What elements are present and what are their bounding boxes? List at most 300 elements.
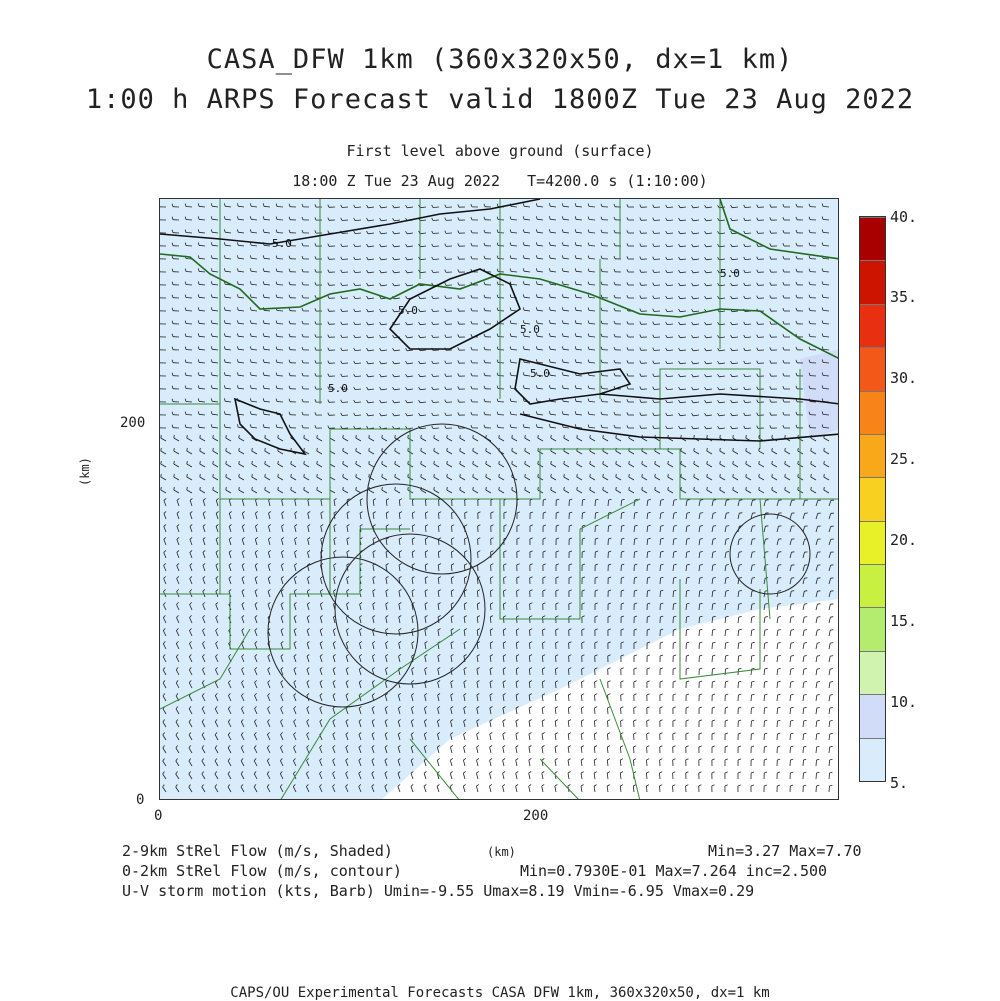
wind-barb-flag [278,461,279,464]
wind-barb [277,298,283,299]
wind-barb-flag [226,461,227,464]
wind-barb-flag [772,461,773,464]
wind-barb-flag [603,487,604,490]
wind-barb-flag [551,474,552,477]
wind-barb-flag [733,435,734,438]
wind-barb [829,786,830,792]
colorbar-block [860,260,885,303]
wind-barb-flag [213,461,214,464]
wind-barb [433,324,439,325]
wind-barb-flag [473,474,474,477]
wind-barb [277,389,283,390]
wind-barb-flag [577,461,578,464]
colorbar-block [860,347,885,390]
footer-line2-left: 0-2km StRel Flow (m/s, contour) [122,862,402,880]
wind-barb-flag [499,461,500,464]
wind-barb [712,643,713,649]
wind-barb-flag [590,435,591,438]
colorbar-label: 40. [890,208,917,226]
wind-barb [186,415,192,416]
wind-barb-flag [759,487,760,490]
wind-barb-flag [668,474,669,477]
wind-barb-flag [265,448,266,451]
wind-barb-flag [486,487,487,490]
wind-barb-flag [707,461,708,464]
wind-barb-flag [551,487,552,490]
colorbar-block [860,521,885,564]
wind-barb [803,760,804,766]
wind-barb-flag [720,474,721,477]
wind-barb [277,363,283,364]
wind-barb-flag [213,487,214,490]
wind-barb-flag [765,539,768,540]
colorbar-label: 5. [890,774,908,792]
wind-barb [186,350,192,351]
wind-barb-flag [616,435,617,438]
wind-barb-flag [538,487,539,490]
wind-barb [647,565,648,571]
wind-barb-flag [226,448,227,451]
wind-barb-flag [369,461,370,464]
map-plot-area[interactable] [159,198,839,800]
wind-barb [277,272,283,273]
wind-barb [543,630,544,636]
wind-barb-flag [707,487,708,490]
wind-barb-flag [512,448,513,451]
wind-barb-flag [447,487,448,490]
plot-title-line1: CASA_DFW 1km (360x320x50, dx=1 km) [0,44,1000,75]
footer-line3: U-V storm motion (kts, Barb) Umin=-9.55 Umax=8.19 Vmin=-6.95 Vmax=0.29 [122,882,754,900]
wind-barb [342,428,348,429]
wind-barb-flag [317,435,318,438]
wind-barb-flag [759,448,760,451]
wind-barb [277,324,283,325]
wind-barb-flag [265,487,266,490]
wind-barb-flag [538,474,539,477]
wind-barb-flag [356,461,357,464]
wind-barb-flag [629,474,630,477]
wind-barb [498,363,504,364]
plot-title-line2: 1:00 h ARPS Forecast valid 1800Z Tue 23 Aug 2022 [0,84,1000,115]
wind-barb-flag [434,435,435,438]
plot-subtitle-line1: First level above ground (surface) [0,142,1000,160]
wind-barb-flag [694,474,695,477]
wind-barb [517,604,518,610]
wind-barb [498,350,504,351]
wind-barb-flag [590,474,591,477]
wind-barb-flag [830,617,833,618]
wind-barb-flag [382,448,383,451]
wind-barb-flag [694,487,695,490]
wind-barb-flag [421,474,422,477]
wind-barb [790,734,791,740]
wind-barb-flag [694,461,695,464]
wind-barb-flag [395,474,396,477]
wind-barb-flag [824,474,825,477]
wind-barb-flag [343,448,344,451]
wind-barb [186,337,192,338]
wind-barb-flag [551,435,552,438]
wind-barb [342,246,348,247]
wind-barb-flag [681,461,682,464]
wind-barb [654,298,660,299]
wind-barb-flag [694,435,695,438]
wind-barb [465,539,466,545]
wind-barb [725,656,726,662]
wind-barb-flag [824,487,825,490]
wind-barb [654,363,660,364]
wind-barb-flag [421,448,422,451]
wind-barb [277,402,283,403]
wind-barb-flag [804,630,807,631]
wind-barb-flag [830,643,833,644]
wind-barb [498,402,504,403]
wind-barb [699,630,700,636]
wind-barb-flag [174,474,175,477]
wind-barb-flag [824,461,825,464]
wind-barb-flag [733,487,734,490]
wind-barb [608,526,609,532]
wind-barb-flag [577,435,578,438]
wind-barb [186,363,192,364]
colorbar-label: 35. [890,288,917,306]
wind-barb-flag [369,435,370,438]
wind-barb [654,207,660,208]
wind-barb-flag [804,617,807,618]
wind-barb-flag [512,461,513,464]
wind-barb-flag [525,448,526,451]
wind-barb [433,220,439,221]
wind-barb [654,233,660,234]
wind-barb [654,272,660,273]
wind-barb [277,220,283,221]
wind-barb [433,246,439,247]
wind-barb-flag [187,435,188,438]
wind-barb [498,337,504,338]
wind-barb-flag [343,461,344,464]
wind-barb [608,721,609,727]
x-tick-0: 0 [154,808,162,824]
wind-barb [654,415,660,416]
wind-barb-flag [668,461,669,464]
wind-barb-flag [811,474,812,477]
wind-barb [654,246,660,247]
wind-barb [491,578,492,584]
wind-barb [433,428,439,429]
wind-barb-flag [798,448,799,451]
wind-barb [498,298,504,299]
wind-barb-flag [408,487,409,490]
wind-barb [439,513,440,519]
wind-barb-flag [317,474,318,477]
wind-barb-flag [739,513,742,514]
wind-barb-flag [746,435,747,438]
wind-barb-flag [817,643,820,644]
wind-barb-flag [752,526,755,527]
wind-barb-flag [655,487,656,490]
wind-barb-flag [265,435,266,438]
wind-barb-flag [252,487,253,490]
wind-barb-flag [700,513,703,514]
colorbar-block [860,391,885,434]
wind-barb-flag [187,487,188,490]
wind-barb [530,630,531,636]
wind-barb-flag [434,448,435,451]
wind-barb [498,285,504,286]
wind-barb-flag [460,474,461,477]
wind-barb-flag [239,448,240,451]
wind-barb-flag [752,552,755,553]
wind-barb-flag [759,474,760,477]
wind-barb-flag [213,474,214,477]
contour-label: 5.0 [398,304,418,317]
wind-barb [277,376,283,377]
wind-barb [433,207,439,208]
colorbar-label: 20. [890,531,917,549]
wind-barb-flag [213,448,214,451]
wind-barb-flag [304,474,305,477]
wind-barb [433,402,439,403]
wind-barb-flag [817,630,820,631]
contour-label: 5.0 [720,267,740,280]
colorbar-block [860,694,885,737]
colorbar-block [860,651,885,694]
wind-barb [342,415,348,416]
wind-barb [654,220,660,221]
colorbar-block [860,607,885,650]
wind-barb-flag [421,461,422,464]
wind-barb [342,350,348,351]
wind-barb-flag [798,461,799,464]
wind-barb [654,376,660,377]
wind-barb-flag [174,461,175,464]
wind-barb [186,207,192,208]
wind-barb-flag [616,461,617,464]
colorbar-block [860,217,885,260]
wind-barb-flag [382,461,383,464]
wind-barb-flag [395,487,396,490]
wind-barb [686,617,687,623]
wind-barb [498,233,504,234]
colorbar-label: 15. [890,612,917,630]
wind-barb-flag [161,435,162,438]
wind-barb [803,747,804,753]
wind-barb [498,259,504,260]
wind-barb [277,311,283,312]
colorbar-label: 10. [890,693,917,711]
wind-barb-flag [778,552,781,553]
wind-barb [277,233,283,234]
wind-barb-flag [642,487,643,490]
wind-barb-flag [564,461,565,464]
wind-barb [277,428,283,429]
wind-barb [342,376,348,377]
wind-barb-flag [713,513,716,514]
wind-barb-flag [408,448,409,451]
wind-barb [342,337,348,338]
wind-barb-flag [798,474,799,477]
wind-barb-flag [733,474,734,477]
wind-barb [608,708,609,714]
wind-barb-flag [707,448,708,451]
wind-barb-flag [395,448,396,451]
wind-barb [186,324,192,325]
wind-barb-flag [200,448,201,451]
wind-barb-flag [525,435,526,438]
wind-barb-flag [304,448,305,451]
wind-barb [634,747,635,753]
wind-barb-flag [356,474,357,477]
wind-barb [777,721,778,727]
wind-barb-flag [681,448,682,451]
wind-barb [660,591,661,597]
wind-barb-flag [785,487,786,490]
wind-barb [621,539,622,545]
wind-barb-flag [473,461,474,464]
wind-barb [660,786,661,792]
wind-barb-flag [343,487,344,490]
contour-label: 5.0 [530,367,550,380]
wind-barb-flag [356,435,357,438]
wind-barb-flag [486,435,487,438]
wind-barb-flag [720,487,721,490]
wind-barb [277,285,283,286]
wind-barb-flag [447,461,448,464]
wind-barb-flag [603,474,604,477]
wind-barb-flag [629,461,630,464]
wind-barb [790,747,791,753]
wind-barb-flag [291,461,292,464]
wind-barb [342,324,348,325]
wind-barb-flag [434,487,435,490]
footer-line1-left: 2-9km StRel Flow (m/s, Shaded) [122,842,393,860]
wind-barb-flag [700,500,703,501]
wind-barb-flag [200,474,201,477]
y-tick-0: 0 [136,792,144,808]
wind-barb [751,695,752,701]
wind-barb [764,708,765,714]
colorbar-block [860,304,885,347]
wind-barb [498,376,504,377]
wind-barb-flag [460,435,461,438]
wind-barb [654,324,660,325]
wind-barb [595,695,596,701]
wind-barb-flag [746,448,747,451]
wind-barb-flag [486,461,487,464]
wind-barb-flag [395,461,396,464]
wind-barb-flag [785,435,786,438]
wind-barb-flag [668,487,669,490]
plot-subtitle-line2: 18:00 Z Tue 23 Aug 2022 T=4200.0 s (1:10:00) [0,172,1000,190]
wind-barb [478,565,479,571]
wind-barb [342,259,348,260]
wind-barb [595,708,596,714]
wind-barb [186,428,192,429]
wind-barb-flag [726,526,729,527]
x-axis-label: (km) [487,845,516,859]
wind-barb [426,500,427,506]
footer-line2-right: Min=0.7930E-01 Max=7.264 inc=2.500 [520,862,827,880]
wind-barb-flag [486,474,487,477]
wind-barb-flag [655,461,656,464]
wind-barb-flag [525,461,526,464]
wind-barb-flag [499,474,500,477]
wind-barb-flag [447,435,448,438]
wind-barb-flag [369,448,370,451]
wind-barb-flag [616,474,617,477]
wind-barb-flag [291,487,292,490]
wind-barb-flag [239,461,240,464]
wind-barb [433,259,439,260]
wind-barb-flag [739,539,742,540]
wind-barb [595,513,596,519]
wind-barb [277,207,283,208]
wind-barb [654,389,660,390]
wind-barb-flag [525,474,526,477]
wind-barb-flag [720,461,721,464]
wind-barb-flag [434,474,435,477]
wind-barb [277,337,283,338]
wind-barb-flag [499,487,500,490]
wind-barb [517,617,518,623]
wind-barb-flag [811,448,812,451]
wind-barb [433,363,439,364]
wind-barb-flag [317,487,318,490]
wind-barb-flag [317,448,318,451]
wind-barb [277,350,283,351]
wind-barb [595,500,596,506]
wind-barb-flag [252,448,253,451]
wind-barb-flag [434,461,435,464]
wind-barb-flag [733,461,734,464]
wind-barb-flag [785,474,786,477]
colorbar-label: 25. [890,450,917,468]
wind-barb-flag [317,461,318,464]
x-tick-200: 200 [523,808,548,824]
wind-barb [673,604,674,610]
wind-barb-flag [226,474,227,477]
wind-barb [342,207,348,208]
wind-barb [498,428,504,429]
wind-barb-flag [486,448,487,451]
wind-barb-flag [564,487,565,490]
colorbar-label: 30. [890,369,917,387]
wind-barb [433,311,439,312]
wind-barb-flag [291,474,292,477]
colorbar-block [860,477,885,520]
wind-barb-flag [707,435,708,438]
wind-barb [816,773,817,779]
colorbar-block [860,564,885,607]
wind-barb-flag [726,539,729,540]
wind-barb [569,669,570,675]
wind-barb-flag [200,487,201,490]
wind-barb-flag [577,474,578,477]
wind-barb [654,259,660,260]
wind-barb [530,617,531,623]
wind-barb [342,363,348,364]
wind-barb-flag [252,461,253,464]
wind-barb-flag [811,461,812,464]
contour-label: 5.0 [328,382,348,395]
wind-barb [433,272,439,273]
wind-barb [654,285,660,286]
wind-barb [342,233,348,234]
wind-barb-flag [538,435,539,438]
wind-barb-flag [772,435,773,438]
wind-barb-flag [200,461,201,464]
wind-barb [498,389,504,390]
